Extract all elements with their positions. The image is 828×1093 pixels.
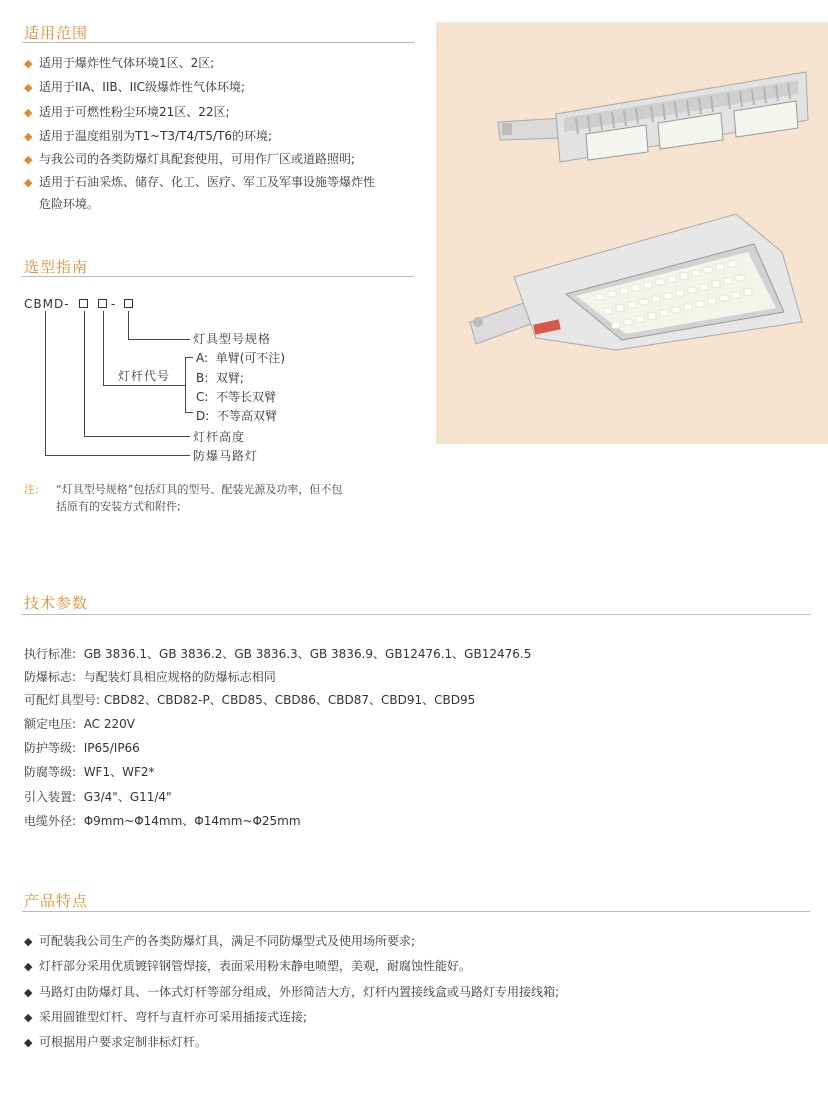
selection-title: 选型指南 bbox=[24, 258, 89, 276]
features-rule bbox=[22, 911, 810, 912]
connector-line bbox=[128, 311, 129, 339]
label-pole-height: 灯杆高度 bbox=[193, 430, 246, 444]
diamond-bullet-icon: ◆ bbox=[24, 130, 33, 143]
selection-rule bbox=[22, 276, 414, 277]
spec-row: 引入装置: G3/4"、G11/4" bbox=[24, 790, 172, 804]
diamond-bullet-icon: ◆ bbox=[24, 960, 33, 973]
diamond-bullet-icon: ◆ bbox=[24, 57, 33, 70]
diamond-bullet-icon: ◆ bbox=[24, 935, 33, 948]
connector-line bbox=[103, 311, 104, 385]
spec-row: 额定电压: AC 220V bbox=[24, 717, 135, 731]
spec-row: 电缆外径: Φ9mm~Φ14mm、Φ14mm~Φ25mm bbox=[24, 814, 301, 828]
code-box-3 bbox=[124, 299, 133, 308]
feature-item: ◆ 马路灯由防爆灯具、一体式灯杆等部分组成，外形简洁大方，灯杆内置接线盒或马路灯专用接线箱; bbox=[24, 985, 560, 999]
spec-row: 执行标准: GB 3836.1、GB 3836.2、GB 3836.3、GB 3836.9、GB12476.1、GB12476.5 bbox=[24, 647, 532, 661]
specs-title: 技术参数 bbox=[24, 594, 89, 612]
feature-item: ◆ 可根据用户要求定制非标灯杆。 bbox=[24, 1035, 208, 1049]
connector-line bbox=[103, 385, 185, 386]
note-line-2: 括原有的安装方式和附件; bbox=[56, 500, 181, 513]
feature-item: ◆ 采用圆锥型灯杆、弯杆与直杆亦可采用插接式连接; bbox=[24, 1010, 308, 1024]
product-photo bbox=[436, 22, 828, 444]
option-b: B: 双臂; bbox=[196, 371, 244, 385]
label-lamp-spec: 灯具型号规格 bbox=[193, 332, 272, 346]
specs-rule bbox=[22, 614, 810, 615]
scope-item: ◆ 适用于可燃性粉尘环境21区、22区; bbox=[24, 105, 230, 119]
bracket-tick bbox=[185, 412, 193, 413]
feature-item: ◆ 灯杆部分采用优质镀锌钢管焊接，表面采用粉末静电喷塑，美观，耐腐蚀性能好。 bbox=[24, 959, 472, 973]
three-module-lamp-image bbox=[498, 72, 808, 162]
connector-line bbox=[45, 311, 46, 455]
scope-title: 适用范围 bbox=[24, 24, 89, 42]
connector-line bbox=[45, 455, 190, 456]
spec-row: 防爆标志: 与配装灯具相应规格的防爆标志相同 bbox=[24, 670, 276, 684]
street-lamp-illustration bbox=[436, 22, 828, 444]
bracket-line bbox=[185, 357, 186, 413]
option-c: C: 不等长双臂 bbox=[196, 390, 277, 404]
spec-row: 防腐等级: WF1、WF2* bbox=[24, 765, 155, 779]
diamond-bullet-icon: ◆ bbox=[24, 153, 33, 166]
label-pole-code: 灯杆代号 bbox=[118, 369, 171, 383]
diamond-bullet-icon: ◆ bbox=[24, 81, 33, 94]
connector-line bbox=[128, 339, 190, 340]
bracket-tick bbox=[185, 357, 193, 358]
spec-row: 可配灯具型号: CBD82、CBD82-P、CBD85、CBD86、CBD87、CBD91、CBD95 bbox=[24, 693, 476, 707]
option-a: A: 单臂(可不注) bbox=[196, 351, 286, 365]
feature-item: ◆ 可配装我公司生产的各类防爆灯具，满足不同防爆型式及使用场所要求; bbox=[24, 934, 416, 948]
note-label: 注: bbox=[24, 483, 39, 496]
spec-row: 防护等级: IP65/IP66 bbox=[24, 741, 140, 755]
connector-line bbox=[84, 311, 85, 436]
led-street-lamp-image bbox=[470, 214, 802, 350]
code-box-1 bbox=[79, 299, 88, 308]
features-title: 产品特点 bbox=[24, 892, 89, 910]
code-box-2 bbox=[98, 299, 107, 308]
diamond-bullet-icon: ◆ bbox=[24, 1036, 33, 1049]
scope-item: ◆ 适用于温度组别为T1~T3/T4/T5/T6的环境; bbox=[24, 129, 273, 143]
scope-item: ◆ 适用于IIA、IIB、IIC级爆炸性气体环境; bbox=[24, 80, 246, 94]
code-dash: - bbox=[111, 297, 116, 311]
diamond-bullet-icon: ◆ bbox=[24, 106, 33, 119]
connector-line bbox=[84, 436, 190, 437]
diamond-bullet-icon: ◆ bbox=[24, 986, 33, 999]
model-code-prefix: CBMD- bbox=[24, 297, 70, 311]
scope-item: ◆ 适用于爆炸性气体环境1区、2区; bbox=[24, 56, 215, 70]
scope-rule bbox=[22, 42, 414, 43]
scope-item: ◆ 适用于石油采炼、储存、化工、医疗、军工及军事设施等爆炸性 bbox=[24, 175, 376, 189]
scope-item: ◆ 与我公司的各类防爆灯具配套使用，可用作厂区或道路照明; bbox=[24, 152, 356, 166]
note-line-1: “灯具型号规格”包括灯具的型号、配装光源及功率，但不包 bbox=[56, 483, 343, 496]
label-road-lamp: 防爆马路灯 bbox=[193, 449, 259, 463]
option-d: D: 不等高双臂 bbox=[196, 409, 277, 423]
scope-item-continuation: 危险环境。 bbox=[39, 197, 100, 211]
diamond-bullet-icon: ◆ bbox=[24, 1011, 33, 1024]
diamond-bullet-icon: ◆ bbox=[24, 176, 33, 189]
